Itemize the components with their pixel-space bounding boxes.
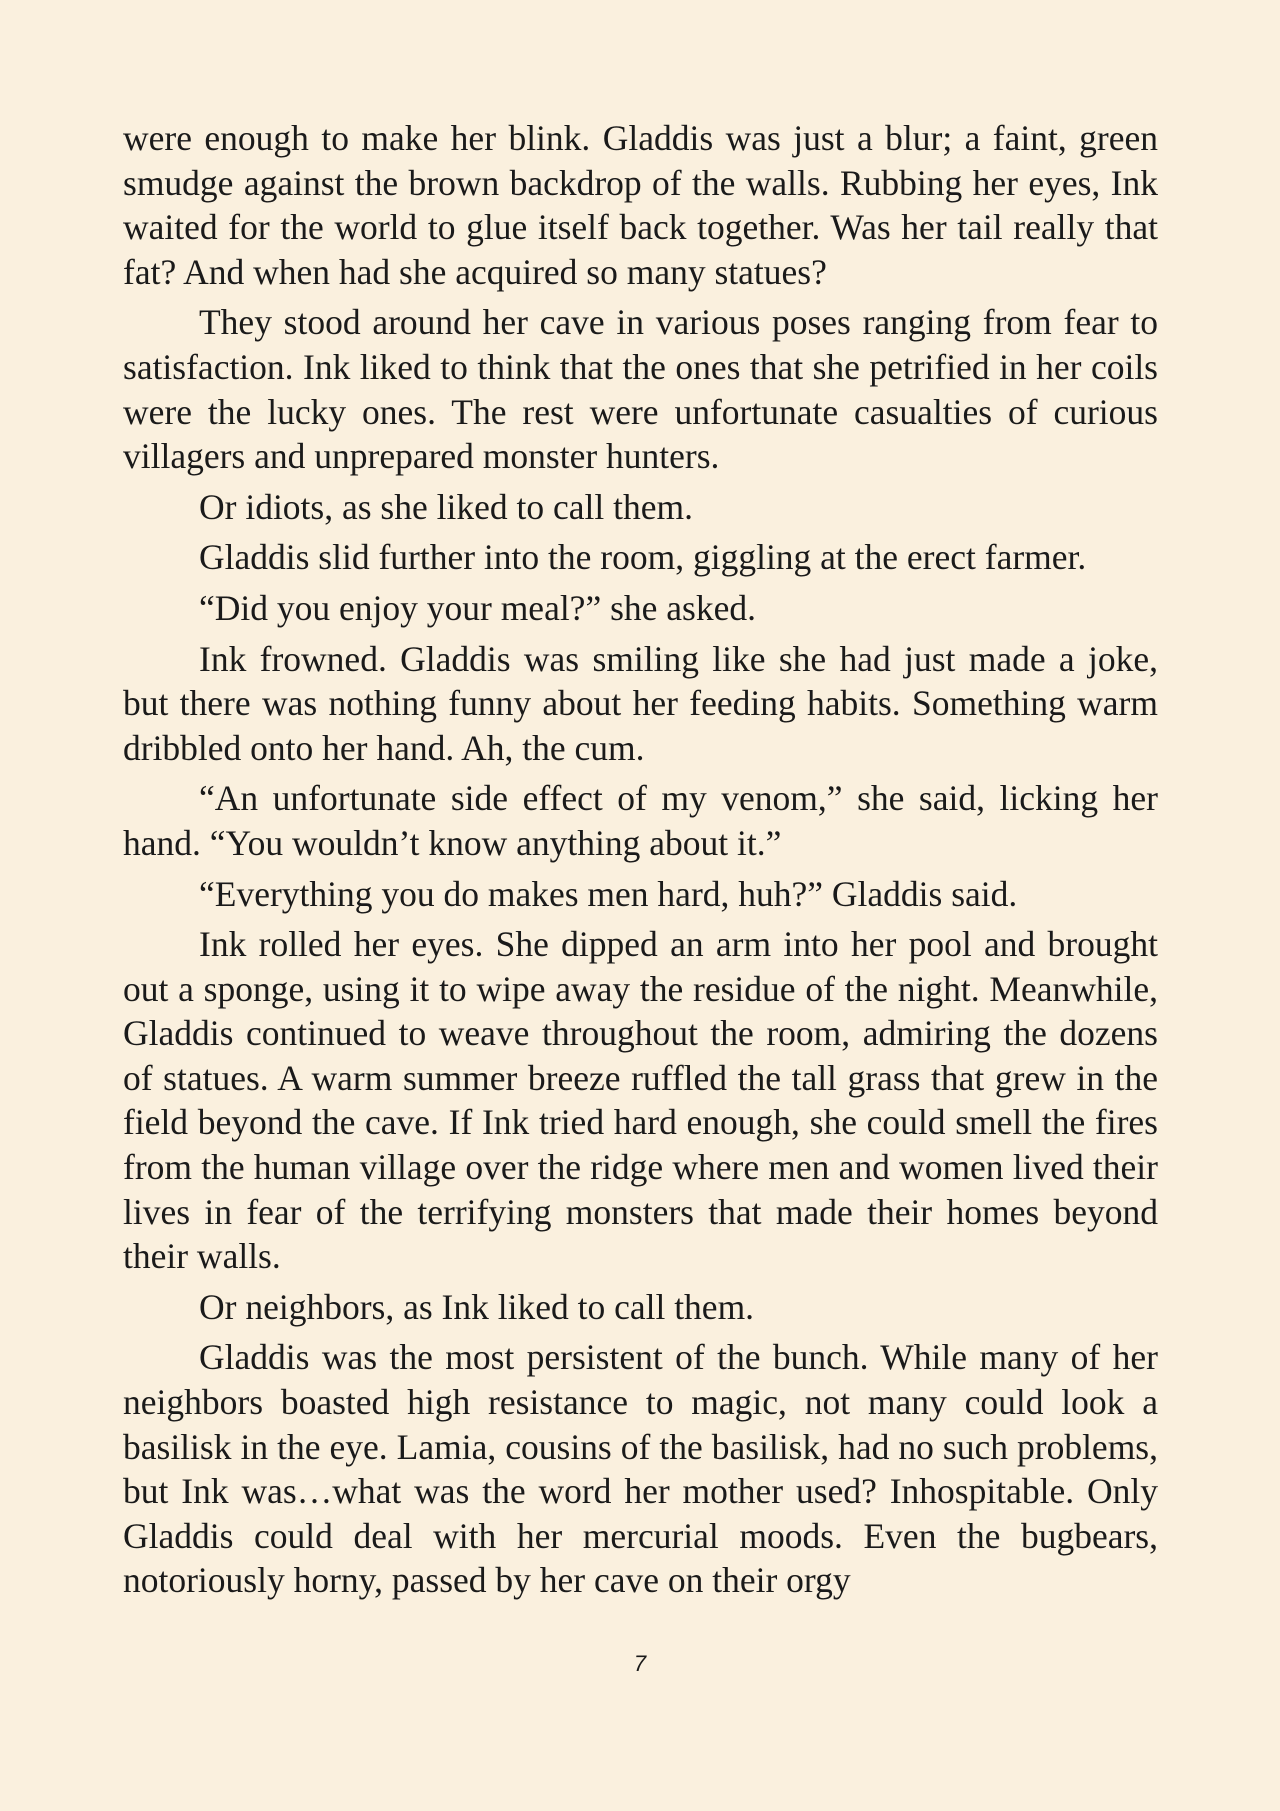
paragraph-4: Gladdis slid further into the room, giggling at the erect farmer. [199, 537, 1087, 578]
paragraph-2: They stood around her cave in various poses ranging from fear to satisfaction. Ink liked to think that the ones that she petrified in her coils were the lucky ones. The rest were unfortunate casualties of curious villagers and unprepared monster hunters. [123, 302, 1158, 477]
page-number: 7 [633, 1651, 647, 1676]
body-text [123, 116, 1158, 1603]
paragraph-7: “An unfortunate side effect of my venom,” she said, licking her hand. “You wouldn’t know anything about it.” [123, 778, 1158, 863]
paragraph-6: Ink frowned. Gladdis was smiling like she had just made a joke, but there was nothing funny about her feeding habits. Something warm dribbled onto her hand. Ah, the cum. [123, 638, 1158, 768]
paragraph-10: Or neighbors, as Ink liked to call them. [199, 1286, 755, 1327]
paragraph-3: Or idiots, as she liked to call them. [199, 486, 693, 527]
paragraph-5: “Did you enjoy your meal?” she asked. [199, 587, 756, 628]
paragraph-9: Ink rolled her eyes. She dipped an arm into her pool and brought out a sponge, using it to wipe away the residue of the night. Meanwhile, Gladdis continued to weave throughout the room, admiring the dozens of statues. A warm summer breeze ruffled the tall grass that grew in the field beyond the cave. If Ink tried hard enough, she could smell the fires from the human village over the ridge where men and women lived their lives in fear of the terrifying monsters that made their homes beyond their walls. [123, 924, 1158, 1277]
paragraph-8: “Everything you do makes men hard, huh?” Gladdis said. [199, 873, 1018, 914]
paragraph-1: were enough to make her blink. Gladdis was just a blur; a faint, green smudge against the brown backdrop of the walls. Rubbing her eyes, Ink waited for the world to glue itself back together. Was her tail really that fat? And when had she acquired so many statues? [123, 118, 1158, 292]
paragraph-11: Gladdis was the most persistent of the bunch. While many of her neighbors boasted high resistance to magic, not many could look a basilisk in the eye. Lamia, cousins of the basilisk, had no such problems, but Ink was…what was the word her mother used? Inhospitable. Only Gladdis could deal with her mercurial moods. Even the bugbears, notoriously horny, passed by her cave on their orgy [123, 1337, 1158, 1601]
